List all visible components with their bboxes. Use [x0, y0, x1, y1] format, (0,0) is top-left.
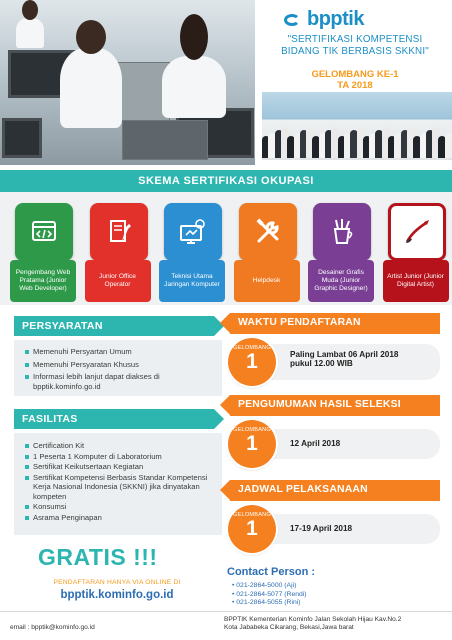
skema-item[interactable]	[14, 203, 74, 261]
skema-item-label: Teknisi Utama Jaringan Komputer	[159, 260, 225, 302]
jadwal-pelaksanaan-detail	[270, 514, 440, 544]
gratis-heading: GRATIS !!!	[38, 544, 158, 570]
registration-note: PENDAFTARAN HANYA VIA ONLINE DI	[53, 579, 181, 586]
tagline-line-1: "SERTIFIKASI KOMPETENSI	[287, 34, 423, 45]
skema-item[interactable]	[387, 203, 447, 261]
gelombang-number: 1	[246, 517, 258, 540]
persyaratan-item: Memenuhi Persyartan Umum	[24, 347, 212, 357]
contact-phone[interactable]: • 021-2864-5000 (Aji)	[232, 582, 307, 591]
pengumuman-row	[222, 420, 442, 468]
registration-link[interactable]: bpptik.kominfo.go.id	[60, 589, 174, 601]
persyaratan-item: Memenuhi Persyaratan Khusus	[24, 360, 212, 370]
footer-address-line-2: Kota Jababeka Cikarang, Bekasi,Jawa barat	[224, 624, 354, 632]
gelombang-label: GELOMBANG	[233, 512, 271, 518]
fasilitas-item: Sertifikat Keikutsertaan Kegiatan	[24, 462, 212, 472]
fasilitas-item: Asrama Penginapan	[24, 513, 212, 523]
wave-heading-line-1: GELOMBANG KE-1	[311, 69, 399, 80]
fasilitas-item: Sertifikat Kompetensi Berbasis Standar Kompetensi Kerja Nasional Indonesia (SKKNI) jika dinyatakan kompeten	[24, 473, 212, 502]
tagline-line-2: BIDANG TIK BERBASIS SKKNI"	[281, 46, 429, 57]
schedule-date: 17-19 April 2018	[290, 524, 353, 533]
skema-item-label: Desainer Grafis Muda (Junior Graphic Designer)	[308, 260, 374, 302]
waktu-pendaftaran-row	[222, 338, 442, 386]
artist-brush-icon	[388, 203, 446, 261]
gelombang-label: GELOMBANG	[233, 427, 271, 433]
pengumuman-detail	[270, 429, 440, 459]
fasilitas-item: 1 Peserta 1 Komputer di Laboratorium	[24, 452, 212, 462]
waktu-pendaftaran-header: WAKTU PENDAFTARAN	[230, 313, 440, 334]
skema-item-label: Artist Junior (Junior Digital Artist)	[383, 260, 449, 302]
skema-item[interactable]	[89, 203, 149, 261]
skema-item-label: Junior Office Operator	[85, 260, 151, 302]
skema-item[interactable]	[163, 203, 223, 261]
contact-title: Contact Person :	[227, 566, 316, 578]
persyaratan-list	[24, 347, 212, 391]
contact-phone[interactable]: • 021-2864-5055 (Rini)	[232, 599, 307, 608]
waktu-pendaftaran-detail	[270, 344, 440, 380]
footer-email[interactable]: email : bpptik@kominfo.go.id	[10, 624, 95, 631]
contact-phone[interactable]: • 021-2864-5077 (Rendi)	[232, 591, 307, 600]
persyaratan-item: Informasi lebih lanjut dapat diakses di bpptik.kominfo.go.id	[24, 372, 212, 391]
gelombang-badge	[228, 505, 276, 553]
contact-list	[232, 582, 307, 608]
hero-photo-computer-lab	[0, 0, 255, 165]
skema-item[interactable]	[238, 203, 298, 261]
persyaratan-box	[14, 340, 222, 396]
fasilitas-list	[24, 441, 212, 522]
gelombang-badge	[228, 420, 276, 468]
wave-heading-line-2: TA 2018	[337, 80, 373, 91]
bpptik-logo	[282, 8, 364, 31]
skema-item-label: Helpdesk	[234, 260, 300, 302]
group-photo	[262, 92, 452, 160]
schedule-date: 12 April 2018	[290, 439, 341, 448]
fasilitas-box	[14, 433, 222, 535]
skema-item-label: Pengembang Web Pratama (Junior Web Developer)	[10, 260, 76, 302]
wave-heading	[262, 69, 448, 91]
document-pencil-icon	[90, 203, 148, 261]
fasilitas-item: Konsumsi	[24, 502, 212, 512]
gelombang-number: 1	[246, 350, 258, 373]
pengumuman-header: PENGUMUMAN HASIL SELEKSI	[230, 395, 440, 416]
code-window-icon	[15, 203, 73, 261]
skema-title: SKEMA SERTIFIKASI OKUPASI	[138, 175, 314, 187]
bpptik-logo-icon	[282, 11, 304, 29]
fasilitas-header: FASILITAS	[14, 409, 214, 429]
schedule-date: Paling Lambat 06 April 2018	[290, 350, 399, 359]
gelombang-badge	[228, 338, 276, 386]
wrench-screwdriver-icon	[239, 203, 297, 261]
schedule-time: pukul 12.00 WIB	[290, 359, 353, 368]
jadwal-pelaksanaan-row	[222, 505, 442, 553]
skema-item[interactable]	[312, 203, 372, 261]
network-monitor-icon	[164, 203, 222, 261]
footer-address	[224, 616, 444, 633]
hero-tagline	[262, 34, 448, 58]
fasilitas-item: Certification Kit	[24, 441, 212, 451]
gelombang-label: GELOMBANG	[233, 345, 271, 351]
jadwal-pelaksanaan-header: JADWAL PELAKSANAAN	[230, 480, 440, 501]
persyaratan-header: PERSYARATAN	[14, 316, 214, 336]
gelombang-number: 1	[246, 432, 258, 455]
crowd-person	[445, 133, 452, 158]
footer-divider	[0, 611, 452, 612]
pen-cup-icon	[313, 203, 371, 261]
logo-text: bpptik	[307, 8, 364, 30]
footer-address-line-1: BPPTIK Kementerian Kominfo Jalan Sekolah Hijau Kav.No.2	[224, 616, 402, 623]
